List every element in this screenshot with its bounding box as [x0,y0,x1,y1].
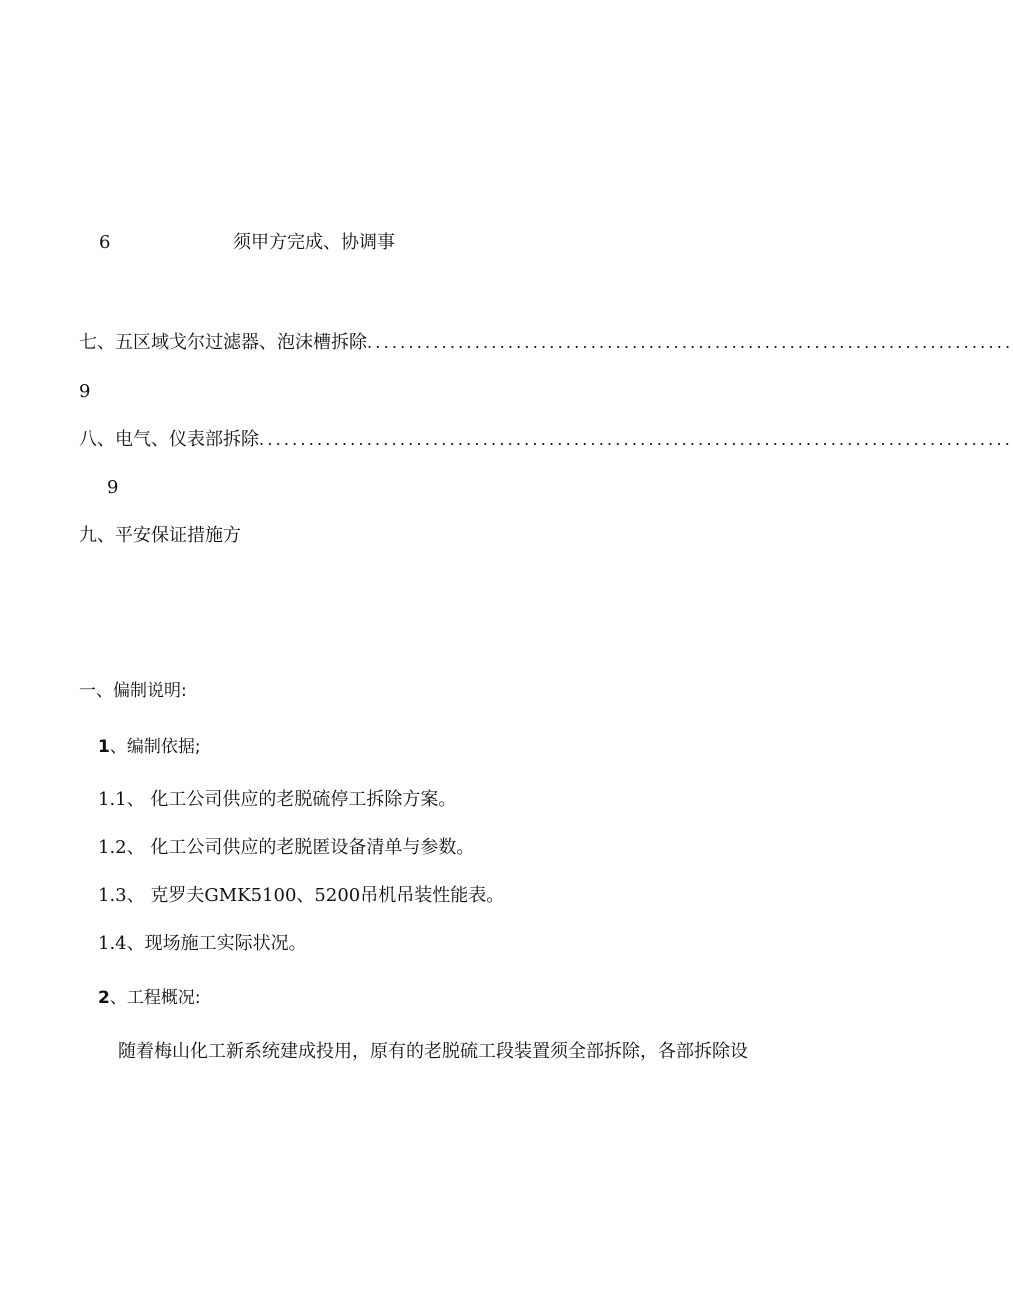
subsection-heading-2 [98,986,201,1010]
section-heading-1 [79,679,187,703]
toc-item-6-number: 6 [99,232,111,253]
subsection-2-number: 2 [98,988,110,1008]
section-heading-1-text: 一、偏制说明: [79,681,187,701]
subsection-2-title: 、工程概况: [109,988,201,1008]
subsection-heading-1 [98,735,201,759]
list-item-1-1: 1.1、 化工公司供应的老脱硫停工拆除方案。 [98,789,457,810]
list-item-1-3: 1.3、 克罗夫GMK5100、5200吊机吊装性能表。 [98,885,505,906]
toc-item-8-leader: ........................................................................................... [259,430,1013,449]
toc-item-7-page: 9 [79,381,91,402]
toc-item-8-title: 八、电气、仪表部拆除 [79,429,259,450]
toc-item-7-leader: .............................................................................. [367,333,1013,352]
toc-item-8[interactable] [79,428,1013,452]
list-item-1-4: 1.4、现场施工实际状况。 [98,933,307,954]
subsection-1-title: 、编制依据; [109,737,201,757]
list-item-1-2: 1.2、 化工公司供应的老脱匿设备清单与参数。 [98,837,475,858]
toc-item-8-page: 9 [107,477,119,498]
toc-item-7-title: 七、五区域戈尔过滤器、泡沫槽拆除 [79,332,367,353]
toc-item-9-title: 九、平安保证措施方 [79,525,241,546]
subsection-1-number: 1 [98,737,110,757]
toc-item-6-title: 须甲方完成、协调事 [233,232,395,253]
toc-item-7[interactable] [79,331,1013,355]
body-paragraph-1: 随着梅山化工新系统建成投用，原有的老脱硫工段装置须全部拆除，各部拆除设 [118,1041,748,1062]
